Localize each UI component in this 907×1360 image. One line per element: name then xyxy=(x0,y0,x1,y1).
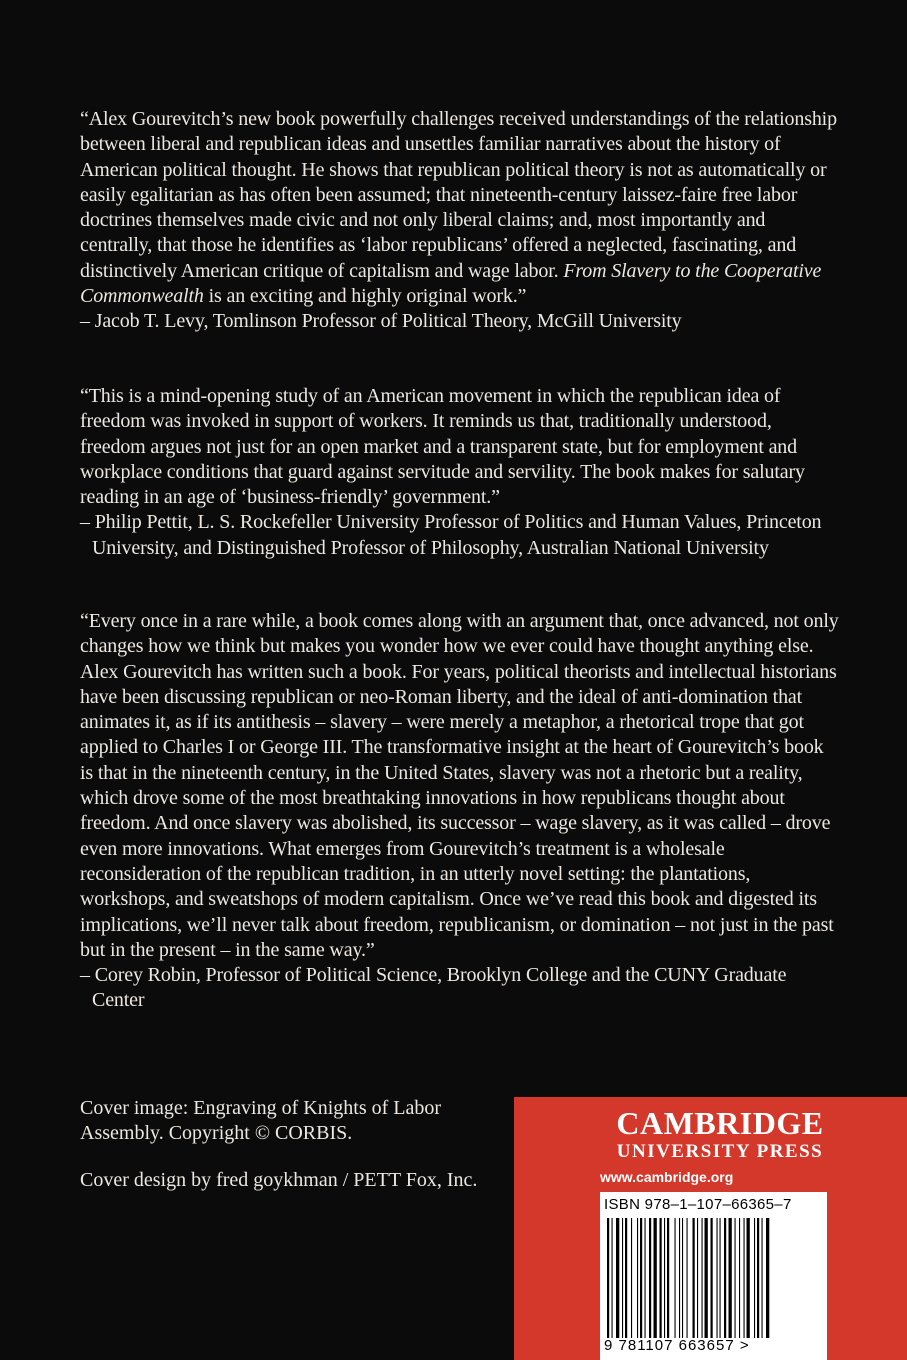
quote-attribution: – Jacob T. Levy, Tomlinson Professor of Political Theory, McGill University xyxy=(80,310,682,333)
review-quote-pettit xyxy=(80,384,840,561)
barcode-icon xyxy=(606,1218,821,1338)
review-quote-levy xyxy=(80,107,840,335)
quote-text: “This is a mind-opening study of an American movement in which the republican idea of freedom was invoked in support of workers. It reminds us that, traditionally understood, freedom argues not just for an open market and a transparent state, but for employment and workplace conditions that guard against servitude and servility. The book makes for salutary reading in an age of ‘business-friendly’ government.” xyxy=(80,385,805,509)
review-quote-robin xyxy=(80,609,840,1014)
cover-design-credit: Cover design by fred goykhman / PETT Fox, Inc. xyxy=(80,1169,478,1191)
isbn-label: ISBN 978–1–107–66365–7 xyxy=(604,1196,792,1213)
quote-text: “Alex Gourevitch’s new book powerfully challenges received understandings of the relationship between liberal and republican ideas and unsettles familiar narratives about the history of American political thought. He shows that republican political theory is not as automatically or easily egalitarian as has often been assumed; that nineteenth-century laissez-faire free labor doctrines themselves made civic and not only liberal claims; and, most importantly and centrally, that those he identifies as ‘labor republicans’ offered a neglected, fascinating, and distinctively American critique of capitalism and wage labor. From Slavery to the Cooperative Commonwealth is an exciting and highly original work.” xyxy=(80,108,837,308)
publisher-subtitle: UNIVERSITY PRESS xyxy=(616,1141,824,1162)
quote-attribution: – Corey Robin, Professor of Political Science, Brooklyn College and the CUNY Graduate Center xyxy=(80,964,787,1012)
cover-image-credit: Cover image: Engraving of Knights of Labor Assembly. Copyright © CORBIS. xyxy=(80,1097,442,1144)
publisher-name: CAMBRIDGE xyxy=(616,1105,824,1141)
barcode-panel xyxy=(600,1192,827,1360)
quote-attribution: – Philip Pettit, L. S. Rockefeller University Professor of Politics and Human Values, Princeton University, and Distinguished Professor of Philosophy, Australian National University xyxy=(80,511,822,559)
book-title: From Slavery to the Cooperative Commonwealth xyxy=(80,259,822,308)
barcode-digits: 9 781107 663657 > xyxy=(604,1337,750,1354)
quote-text: “Every once in a rare while, a book comes along with an argument that, once advanced, not only changes how we think but makes you wonder how we ever could have thought anything else. Alex Gourevitch has written such a book. For years, political theorists and intellectual historians have been discussing republican or neo-Roman liberty, and the ideal of anti-domination that animates it, as if its antithesis – slavery – were merely a metaphor, a rhetorical trope that got applied to Charles I or George III. The transformative insight at the heart of Gourevitch’s book is that in the nineteenth century, in the United States, slavery was not a rhetoric but a reality, which drove some of the most breathtaking innovations in how republicans thought about freedom. And once slavery was abolished, its successor – wage slavery, as it was called – drove even more innovations. What emerges from Gourevitch’s treatment is a wholesale reconsideration of the republican tradition, in an utterly novel setting: the plantations, workshops, and sweatshops of modern capitalism. Once we’ve read this book and digested its implications, we’ll never talk about freedom, republicanism, or domination – not just in the past but in the present – in the same way.” xyxy=(80,610,839,961)
publisher-panel xyxy=(514,1097,907,1360)
publisher-url: www.cambridge.org xyxy=(600,1169,734,1185)
